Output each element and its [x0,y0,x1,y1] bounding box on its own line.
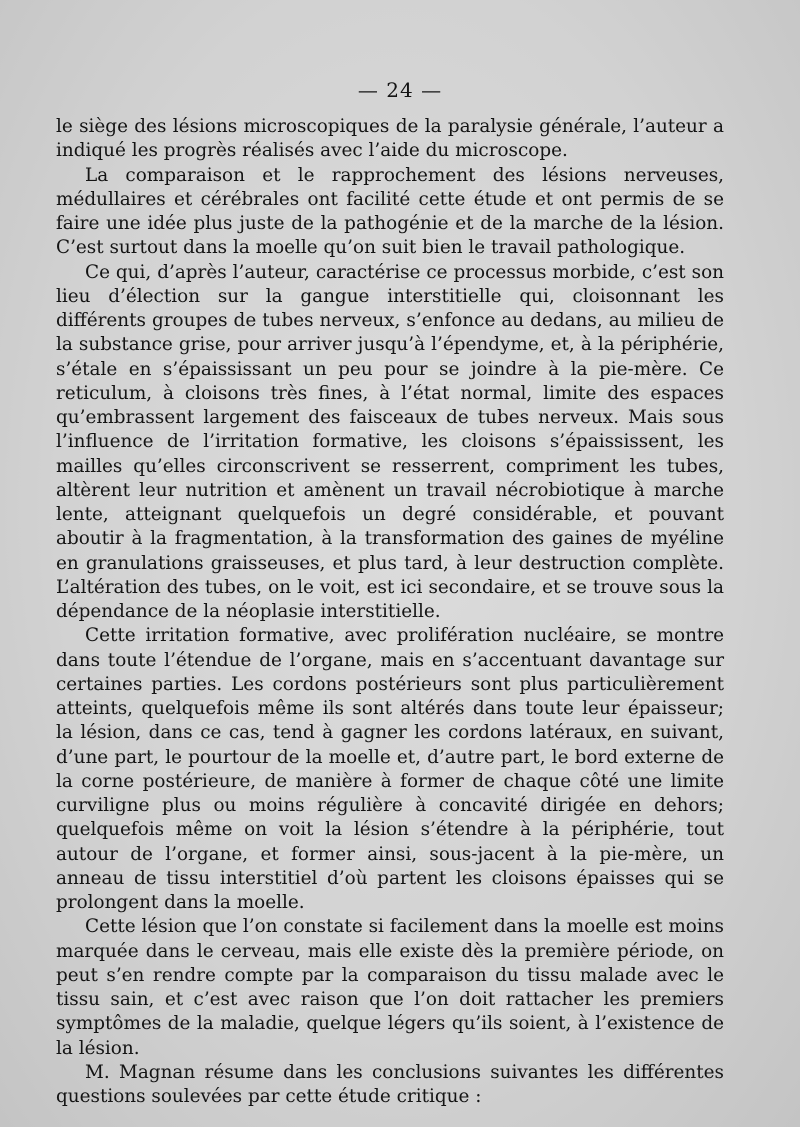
body-text [56,115,724,1109]
paragraph-3: Ce qui, d’après l’auteur, caractérise ce processus morbide, c’est son lieu d’élection sur la gangue interstitielle qui, cloisonnant les différents groupes de tubes nerveux, s’enfonce au dedans, au milieu de la substance grise, pour arriver jusqu’à l’épendyme, et, à la périphérie, s’étale en s’épaississant un peu pour se joindre à la pie-mère. Ce reticulum, à cloisons très fines, à l’état normal, limite des espaces qu’embrassent largement des faisceaux de tubes nerveux. Mais sous l’influence de l’irritation formative, les cloisons s’épaississent, les mailles qu’elles circonscrivent se resserrent, compriment les tubes, altèrent leur nutrition et amènent un travail nécrobiotique à marche lente, atteignant quelquefois un degré considérable, et pouvant aboutir à la fragmentation, à la transformation des gaines de myéline en granulations graisseuses, et plus tard, à leur destruction complète. L’altération des tubes, on le voit, est ici secondaire, et se trouve sous la dépendance de la néoplasie interstitielle. [56,261,724,622]
paragraph-5: Cette lésion que l’on constate si facilement dans la moelle est moins marquée dans le cerveau, mais elle existe dès la première période, on peut s’en rendre compte par la comparaison du tissu malade avec le tissu sain, et c’est avec raison que l’on doit rattacher les premiers symptômes de la maladie, quelque légers qu’ils soient, à l’existence de la lésion. [56,916,724,1059]
paragraph-2: La comparaison et le rapprochement des lésions nerveuses, médullaires et cérébrales ont facilité cette étude et ont permis de se faire une idée plus juste de la pathogénie et de la marche de la lésion. C’est surtout dans la moelle qu’on suit bien le travail pathologique. [56,164,724,259]
paragraph-6: M. Magnan résume dans les conclusions suivantes les différentes questions soulevées par cette étude critique : [56,1061,724,1107]
paragraph-1: le siège des lésions microscopiques de la paralysie générale, l’auteur a indiqué les progrès réalisés avec l’aide du microscope. [56,116,724,162]
page-number: — 24 — [357,78,443,102]
paragraph-4: Cette irritation formative, avec prolifération nucléaire, se montre dans toute l’étendue de l’organe, mais en s’accentuant davantage sur certaines parties. Les cordons postérieurs sont plus particulièrement atteints, quelquefois même ils sont altérés dans toute leur épaisseur; la lésion, dans ce cas, tend à gagner les cordons latéraux, en suivant, d’une part, le pourtour de la moelle et, d’autre part, le bord externe de la corne postérieure, de manière à former de chaque côté une limite curviligne plus ou moins régulière à concavité dirigée en dehors; quelquefois même on voit la lésion s’étendre à la périphérie, tout autour de l’organe, et former ainsi, sous-jacent à la pie-mère, un anneau de tissu interstitiel d’où partent les cloisons épaisses qui se prolongent dans la moelle. [56,625,724,913]
